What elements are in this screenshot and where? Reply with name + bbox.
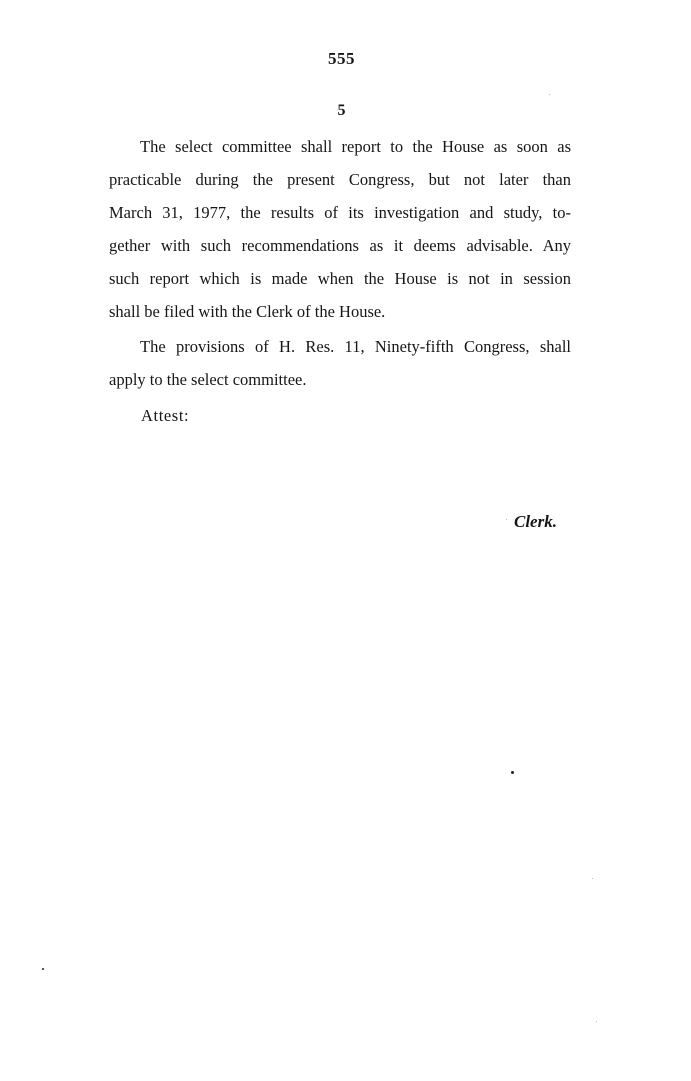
- scan-dust: [549, 94, 550, 95]
- paragraph-line: such report which is made when the House is not in session: [109, 269, 571, 288]
- paragraph-line: practicable during the present Congress, but not later than: [109, 170, 571, 189]
- paragraph-line: apply to the select committee.: [109, 370, 307, 389]
- paragraph-line: The provisions of H. Res. 11, Ninety-fifth Congress, shall: [140, 337, 571, 356]
- scan-speck: [511, 771, 514, 774]
- clerk-signature-label: Clerk.: [514, 512, 557, 531]
- paragraph-line: shall be filed with the Clerk of the House.: [109, 302, 386, 321]
- section-number: 5: [337, 102, 346, 119]
- paragraph-line: March 31, 1977, the results of its investigation and study, to-: [109, 203, 571, 222]
- scan-dust: [592, 878, 593, 879]
- paragraph-line: gether with such recommendations as it deems advisable. Any: [109, 236, 571, 255]
- scan-speck: [42, 968, 44, 970]
- scan-dust: [506, 519, 507, 520]
- attest-label: Attest:: [141, 406, 190, 425]
- page-number: 555: [328, 49, 355, 68]
- scan-dust: [596, 1021, 597, 1022]
- paragraph-line: The select committee shall report to the House as soon as: [140, 137, 571, 156]
